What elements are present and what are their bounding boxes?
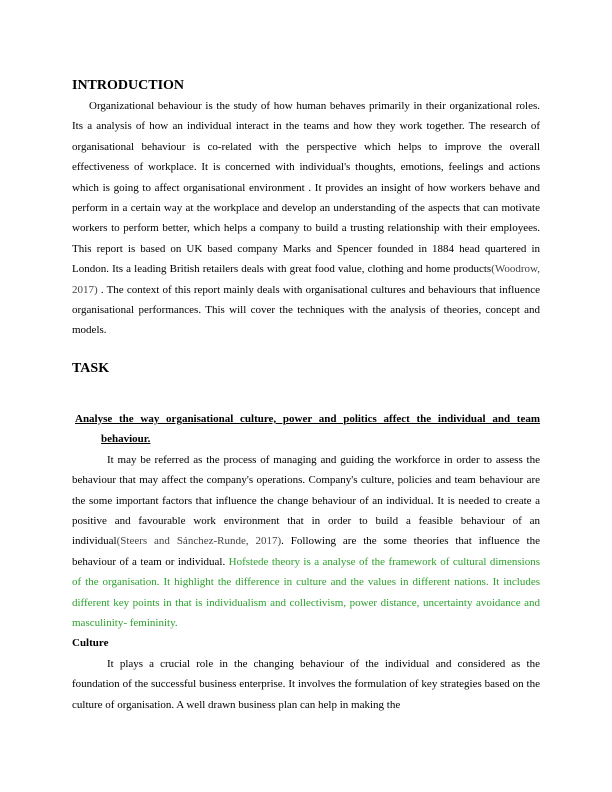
- document-page: [72, 76, 540, 715]
- culture-heading: Culture: [72, 637, 109, 650]
- task-subheading: [72, 409, 540, 450]
- introduction-text-2: . The context of this report mainly deals with organisational cultures and behaviours that influence organisational performances. This will cover the techniques with the analysis of theories, concept and models.: [72, 283, 540, 337]
- task-subheading-text: Analyse the way organisational culture, power and politics affect the individual and team behaviour.: [75, 412, 540, 446]
- task-citation: (Steers and Sánchez-Runde, 2017): [116, 535, 282, 548]
- hofstede-highlight: Hofstede theory is a analyse of the framework of cultural dimensions of the organisation. It highlight the difference in culture and the values in different nations. It includes different key points in that is individualism and collectivism, power distance, uncertainty avoidance and masculinity- femininity.: [72, 555, 540, 629]
- culture-paragraph: It plays a crucial role in the changing behaviour of the individual and considered as the foundation of the successful business enterprise. It involves the formulation of key strategies based on the culture of organisation. A well drawn business plan can help in making the: [72, 657, 540, 711]
- introduction-text-1: Organizational behaviour is the study of how human behaves primarily in their organizational roles. Its a analysis of how an individual interact in the teams and how they work together. The research of organisational behaviour is co-related with the perspective which helps to improve the overall effectiveness of workplace. It is concerned with individual's thoughts, emotions, feelings and actions which is going to affect organisational environment . It provides an insight of how workers behave and perform in a certain way at the workplace and develop an understanding of the aspects that can motivate workers to perform better, which helps a company to build a trusting relationship with their employees. This report is based on UK based company Marks and Spencer founded in 1884 head quartered in London. Its a leading British retailers deals with great food value, clothing and home products: [72, 100, 540, 276]
- task-heading: TASK: [72, 360, 110, 376]
- task-text-1: It may be referred as the process of managing and guiding the workforce in order to assess the behaviour that may affect the company's operations. Company's culture, policies and team behaviour are the some important factors that influence the change behaviour of an individual. It is needed to create a positive and favourable work environment that in order to build a feasible behaviour of an individual: [72, 453, 540, 548]
- introduction-citation: (Woodrow, 2017): [72, 263, 540, 296]
- introduction-paragraph: [72, 96, 540, 341]
- task-text-2: . Following are the some theories that influence the behaviour of a team or individual.: [72, 535, 541, 568]
- task-paragraph: [72, 450, 540, 634]
- introduction-heading: INTRODUCTION: [72, 78, 185, 93]
